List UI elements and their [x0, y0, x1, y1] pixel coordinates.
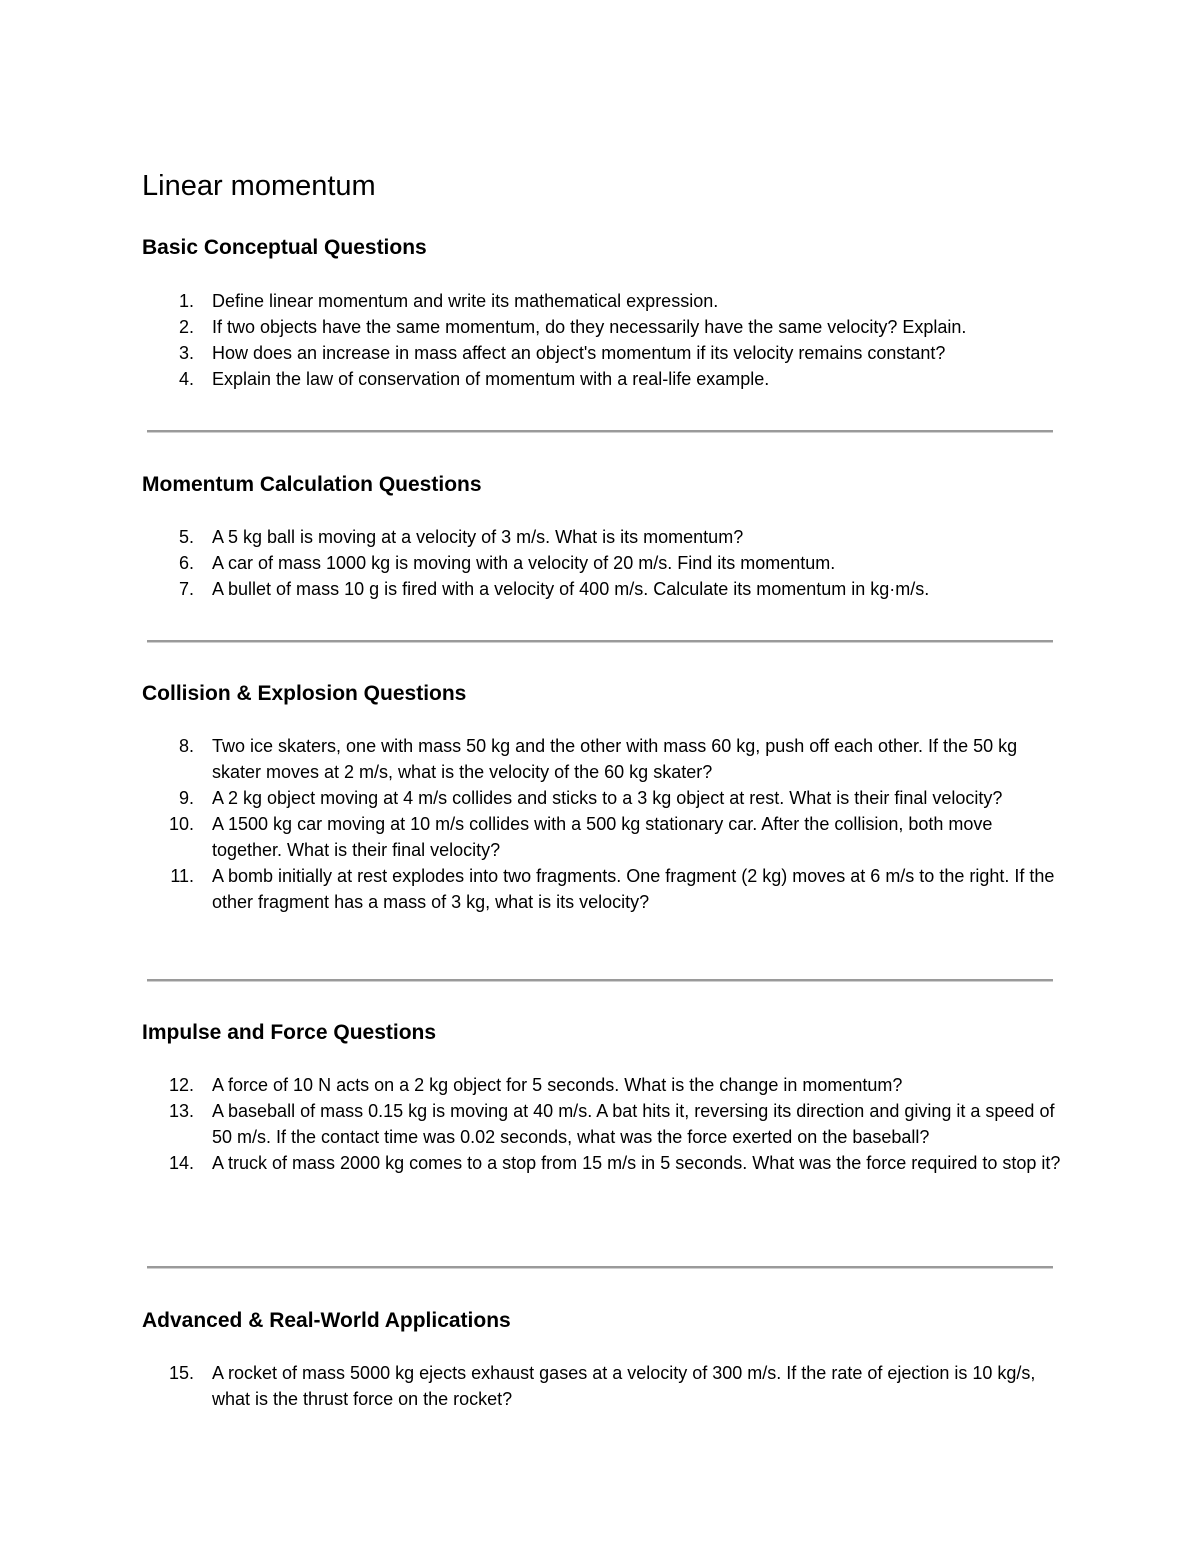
question-item: [142, 863, 1062, 915]
question-text: A 2 kg object moving at 4 m/s collides and sticks to a 3 kg object at rest. What is their final velocity?: [212, 788, 1003, 808]
question-list-basic-conceptual: [142, 288, 1062, 392]
question-number: 1.: [178, 291, 194, 311]
question-text: A 5 kg ball is moving at a velocity of 3 m/s. What is its momentum?: [212, 527, 744, 547]
question-item: [142, 366, 1062, 392]
question-text: A bomb initially at rest explodes into two fragments. One fragment (2 kg) moves at 6 m/s to the right. If the other fragment has a mass of 3 kg, what is its velocity?: [212, 866, 1055, 912]
question-number: 15.: [168, 1363, 194, 1383]
question-text: Explain the law of conservation of momentum with a real-life example.: [212, 369, 770, 389]
question-item: [142, 1150, 1062, 1176]
question-list-advanced-applications: [142, 1360, 1062, 1412]
question-text: A rocket of mass 5000 kg ejects exhaust gases at a velocity of 300 m/s. If the rate of ejection is 10 kg/s, what is the thrust force on the rocket?: [212, 1363, 1036, 1409]
question-text: Two ice skaters, one with mass 50 kg and the other with mass 60 kg, push off each other. If the 50 kg skater moves at 2 m/s, what is the velocity of the 60 kg skater?: [212, 736, 1018, 782]
question-number: 12.: [168, 1075, 194, 1095]
question-number: 8.: [178, 736, 194, 756]
question-item: [142, 524, 1062, 550]
question-text: If two objects have the same momentum, do they necessarily have the same velocity? Explain.: [212, 317, 967, 337]
question-text: Define linear momentum and write its mathematical expression.: [212, 291, 719, 311]
question-item: [142, 314, 1062, 340]
question-number: 7.: [178, 579, 194, 599]
question-item: [142, 550, 1062, 576]
question-text: A car of mass 1000 kg is moving with a velocity of 20 m/s. Find its momentum.: [212, 553, 836, 573]
question-number: 2.: [178, 317, 194, 337]
question-item: [142, 1098, 1062, 1150]
question-item: [142, 576, 1062, 602]
question-text: How does an increase in mass affect an object's momentum if its velocity remains constant?: [212, 343, 946, 363]
question-item: [142, 733, 1062, 785]
section-heading-collision-explosion: Collision & Explosion Questions: [142, 682, 467, 705]
section-divider: [147, 430, 1053, 433]
section-heading-momentum-calculation: Momentum Calculation Questions: [142, 473, 482, 496]
question-number: 13.: [168, 1101, 194, 1121]
question-number: 3.: [178, 343, 194, 363]
question-number: 5.: [178, 527, 194, 547]
section-heading-basic-conceptual: Basic Conceptual Questions: [142, 236, 427, 259]
question-number: 9.: [178, 788, 194, 808]
question-number: 4.: [178, 369, 194, 389]
question-number: 6.: [178, 553, 194, 573]
question-item: [142, 288, 1062, 314]
section-heading-advanced-applications: Advanced & Real-World Applications: [142, 1309, 511, 1332]
question-list-impulse-force: [142, 1072, 1062, 1176]
section-divider: [147, 640, 1053, 643]
question-number: 11.: [170, 866, 194, 886]
page-title: Linear momentum: [142, 170, 376, 202]
question-item: [142, 1072, 1062, 1098]
question-text: A force of 10 N acts on a 2 kg object for 5 seconds. What is the change in momentum?: [212, 1075, 903, 1095]
question-number: 14.: [168, 1153, 194, 1173]
section-divider: [147, 979, 1053, 982]
section-heading-impulse-force: Impulse and Force Questions: [142, 1021, 437, 1044]
question-text: A truck of mass 2000 kg comes to a stop from 15 m/s in 5 seconds. What was the force required to stop it?: [212, 1153, 1061, 1173]
question-text: A baseball of mass 0.15 kg is moving at 40 m/s. A bat hits it, reversing its direction and giving it a speed of 50 m/s. If the contact time was 0.02 seconds, what was the force exerted on the baseball?: [212, 1101, 1055, 1147]
question-text: A bullet of mass 10 g is fired with a velocity of 400 m/s. Calculate its momentum in kg·m/s.: [212, 579, 930, 599]
question-number: 10.: [168, 814, 194, 834]
question-item: [142, 785, 1062, 811]
question-item: [142, 1360, 1062, 1412]
question-list-collision-explosion: [142, 733, 1062, 915]
question-item: [142, 811, 1062, 863]
question-item: [142, 340, 1062, 366]
question-list-momentum-calculation: [142, 524, 1062, 602]
section-divider: [147, 1266, 1053, 1269]
question-text: A 1500 kg car moving at 10 m/s collides with a 500 kg stationary car. After the collision, both move together. What is their final velocity?: [212, 814, 993, 860]
